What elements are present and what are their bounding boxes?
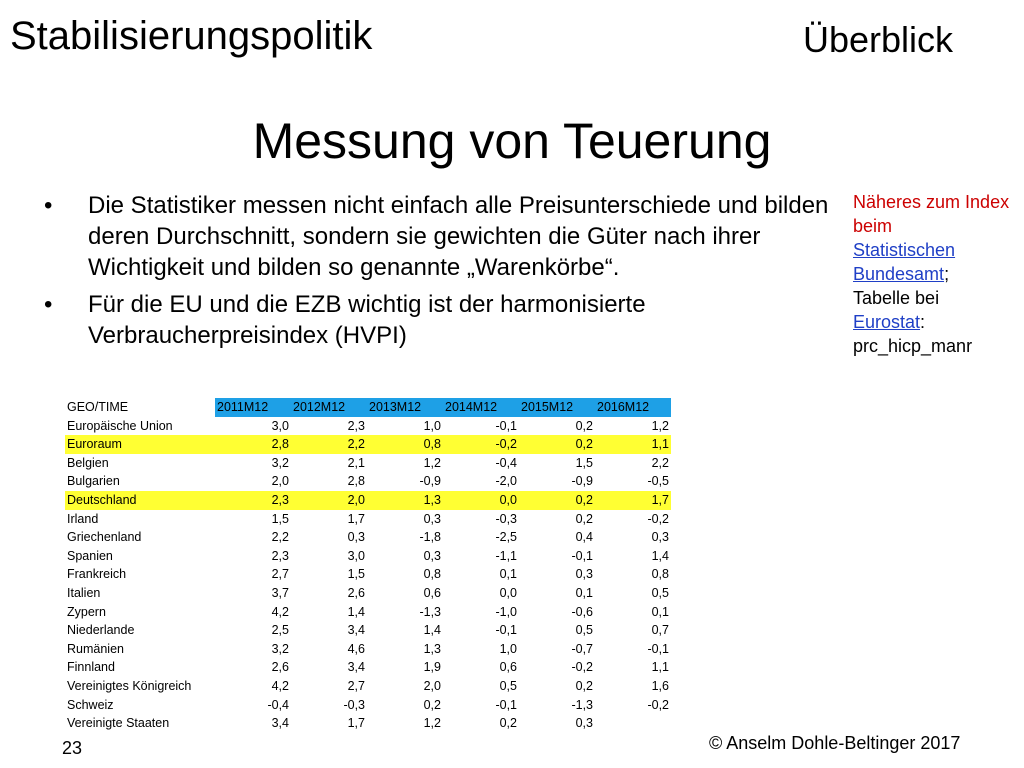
country-cell: Rumänien: [67, 641, 124, 656]
value-cell: 0,0: [499, 585, 517, 600]
value-cell: 0,4: [575, 530, 593, 545]
value-cell: 0,6: [423, 585, 441, 600]
bullet-text: Für die EU und die EZB wichtig ist der harmonisierte Verbraucherpreisindex (HVPI): [88, 291, 646, 349]
bullet-marker: •: [44, 291, 53, 318]
value-cell: 3,2: [271, 641, 289, 656]
table-row: [65, 565, 671, 584]
value-cell: 1,2: [423, 716, 441, 731]
value-cell: 0,2: [575, 418, 593, 433]
table-row: [65, 584, 671, 603]
table-row: [65, 677, 671, 696]
value-cell: -0,5: [647, 474, 669, 489]
country-cell: Niederlande: [67, 623, 135, 638]
table-row: [65, 696, 671, 715]
bullet-marker: •: [44, 192, 53, 219]
bullet-item: [44, 289, 834, 351]
column-header: 2016M12: [595, 398, 671, 417]
value-cell: 0,8: [367, 435, 443, 454]
value-cell: 3,4: [347, 660, 365, 675]
value-cell: -1,8: [419, 530, 441, 545]
table-row: [65, 621, 671, 640]
side-note-intro: Näheres zum Index beim: [853, 192, 1010, 236]
value-cell: 2,6: [347, 585, 365, 600]
value-cell: 2,2: [651, 455, 669, 470]
value-cell: 0,3: [651, 530, 669, 545]
value-cell: 3,7: [271, 585, 289, 600]
bullet-item: [44, 190, 834, 283]
value-cell: 2,6: [271, 660, 289, 675]
slide-topic: Stabilisierungspolitik: [10, 14, 373, 58]
eurostat-link[interactable]: Eurostat: [853, 312, 921, 332]
column-header: 2012M12: [291, 398, 367, 417]
value-cell: 2,0: [291, 491, 367, 510]
value-cell: 2,3: [215, 491, 291, 510]
value-cell: 2,8: [347, 474, 365, 489]
value-cell: -0,9: [419, 474, 441, 489]
hvpi-table: [65, 398, 671, 733]
table-row: [65, 528, 671, 547]
value-cell: 3,4: [271, 716, 289, 731]
country-cell: Vereinigte Staaten: [67, 716, 170, 731]
country-cell: Bulgarien: [67, 474, 120, 489]
value-cell: -0,1: [495, 623, 517, 638]
value-cell: -1,1: [495, 548, 517, 563]
country-cell: Zypern: [67, 604, 106, 619]
value-cell: 0,1: [651, 604, 669, 619]
country-cell: Frankreich: [67, 567, 127, 582]
table-body: [65, 417, 671, 733]
value-cell: -0,3: [343, 697, 365, 712]
value-cell: 1,7: [347, 511, 365, 526]
bullet-text: Die Statistiker messen nicht einfach alle Preisunterschiede und bilden deren Durchschnitt, sondern sie gewichten die Güter nach ihrer Wichtigkeit und bilden so genannte „Warenkörbe“.: [88, 192, 829, 281]
bullet-list: [44, 190, 834, 357]
value-cell: 0,2: [575, 678, 593, 693]
value-cell: 1,0: [499, 641, 517, 656]
value-cell: -0,1: [495, 697, 517, 712]
value-cell: 1,4: [423, 623, 441, 638]
country-cell: Italien: [67, 585, 101, 600]
value-cell: -0,1: [647, 641, 669, 656]
value-cell: 0,8: [651, 567, 669, 582]
side-note-middle: Tabelle bei: [853, 288, 940, 308]
value-cell: 1,5: [271, 511, 289, 526]
value-cell: 1,3: [367, 491, 443, 510]
value-cell: -1,3: [419, 604, 441, 619]
column-header: 2015M12: [519, 398, 595, 417]
table-row: [65, 417, 671, 436]
value-cell: 1,1: [651, 660, 669, 675]
value-cell: 3,2: [271, 455, 289, 470]
value-cell: 0,0: [443, 491, 519, 510]
value-cell: 3,4: [347, 623, 365, 638]
table-row: [65, 640, 671, 659]
destatis-link[interactable]: Statistischen Bundesamt: [853, 240, 956, 284]
country-cell: Deutschland: [65, 491, 215, 510]
column-header: GEO/TIME: [65, 398, 215, 417]
value-cell: 1,2: [423, 455, 441, 470]
table-row: [65, 491, 671, 510]
value-cell: 1,2: [651, 418, 669, 433]
value-cell: 2,3: [347, 418, 365, 433]
country-cell: Europäische Union: [67, 418, 173, 433]
value-cell: 3,0: [271, 418, 289, 433]
value-cell: [595, 714, 671, 733]
value-cell: -0,1: [571, 548, 593, 563]
value-cell: -0,2: [647, 697, 669, 712]
value-cell: 0,2: [519, 491, 595, 510]
value-cell: 2,1: [347, 455, 365, 470]
value-cell: 2,7: [347, 678, 365, 693]
country-cell: Euroraum: [65, 435, 215, 454]
value-cell: 0,2: [519, 435, 595, 454]
value-cell: 0,3: [575, 716, 593, 731]
country-cell: Griechenland: [67, 530, 142, 545]
value-cell: -0,4: [267, 697, 289, 712]
value-cell: -0,2: [647, 511, 669, 526]
value-cell: 0,5: [651, 585, 669, 600]
value-cell: 1,6: [651, 678, 669, 693]
value-cell: 0,5: [575, 623, 593, 638]
slide-title: Messung von Teuerung: [252, 113, 772, 169]
value-cell: 0,1: [499, 567, 517, 582]
value-cell: 0,6: [499, 660, 517, 675]
value-cell: -0,9: [571, 474, 593, 489]
value-cell: 1,5: [575, 455, 593, 470]
column-header: 2011M12: [215, 398, 291, 417]
value-cell: 2,7: [271, 567, 289, 582]
value-cell: 1,5: [347, 567, 365, 582]
country-cell: Finnland: [67, 660, 115, 675]
table-row: [65, 435, 671, 454]
country-cell: Vereinigtes Königreich: [67, 678, 192, 693]
value-cell: 0,3: [347, 530, 365, 545]
value-cell: 1,7: [595, 491, 671, 510]
value-cell: 0,8: [423, 567, 441, 582]
column-header: 2014M12: [443, 398, 519, 417]
value-cell: 1,9: [423, 660, 441, 675]
table-row: [65, 714, 671, 733]
value-cell: 0,3: [423, 548, 441, 563]
value-cell: 4,2: [271, 678, 289, 693]
value-cell: 4,2: [271, 604, 289, 619]
value-cell: 1,3: [423, 641, 441, 656]
value-cell: 0,2: [499, 716, 517, 731]
value-cell: 0,5: [499, 678, 517, 693]
table-row: [65, 510, 671, 529]
value-cell: 1,0: [423, 418, 441, 433]
value-cell: 0,2: [423, 697, 441, 712]
table-header-row: [65, 398, 671, 417]
value-cell: 0,2: [575, 511, 593, 526]
country-cell: Belgien: [67, 455, 109, 470]
table-code: prc_hicp_manr: [853, 336, 973, 356]
value-cell: -2,5: [495, 530, 517, 545]
table-row: [65, 658, 671, 677]
value-cell: 1,4: [347, 604, 365, 619]
value-cell: 1,1: [595, 435, 671, 454]
value-cell: -0,6: [571, 604, 593, 619]
side-note: [853, 190, 1023, 358]
country-cell: Schweiz: [67, 697, 114, 712]
value-cell: -0,2: [571, 660, 593, 675]
table-row: [65, 603, 671, 622]
value-cell: -0,2: [443, 435, 519, 454]
value-cell: 2,8: [215, 435, 291, 454]
value-cell: -1,0: [495, 604, 517, 619]
value-cell: 0,3: [575, 567, 593, 582]
value-cell: 2,2: [291, 435, 367, 454]
link-separator: :: [920, 312, 926, 332]
country-cell: Spanien: [67, 548, 113, 563]
value-cell: 0,3: [423, 511, 441, 526]
value-cell: 0,1: [575, 585, 593, 600]
value-cell: 2,2: [271, 530, 289, 545]
value-cell: 1,4: [651, 548, 669, 563]
link-separator: ;: [944, 264, 950, 284]
table-row: [65, 472, 671, 491]
value-cell: 2,0: [271, 474, 289, 489]
country-cell: Irland: [67, 511, 99, 526]
value-cell: 0,7: [651, 623, 669, 638]
value-cell: 2,3: [271, 548, 289, 563]
value-cell: 2,5: [271, 623, 289, 638]
value-cell: 2,0: [423, 678, 441, 693]
slide-number: 23: [62, 738, 83, 758]
table-row: [65, 547, 671, 566]
value-cell: -1,3: [571, 697, 593, 712]
table-row: [65, 454, 671, 473]
value-cell: -0,7: [571, 641, 593, 656]
value-cell: 4,6: [347, 641, 365, 656]
copyright-notice: © Anselm Dohle-Beltinger 2017: [709, 733, 961, 753]
value-cell: 1,7: [347, 716, 365, 731]
value-cell: -0,4: [495, 455, 517, 470]
value-cell: -0,3: [495, 511, 517, 526]
value-cell: -2,0: [495, 474, 517, 489]
slide-section: Überblick: [803, 19, 954, 60]
value-cell: -0,1: [495, 418, 517, 433]
value-cell: 3,0: [347, 548, 365, 563]
column-header: 2013M12: [367, 398, 443, 417]
